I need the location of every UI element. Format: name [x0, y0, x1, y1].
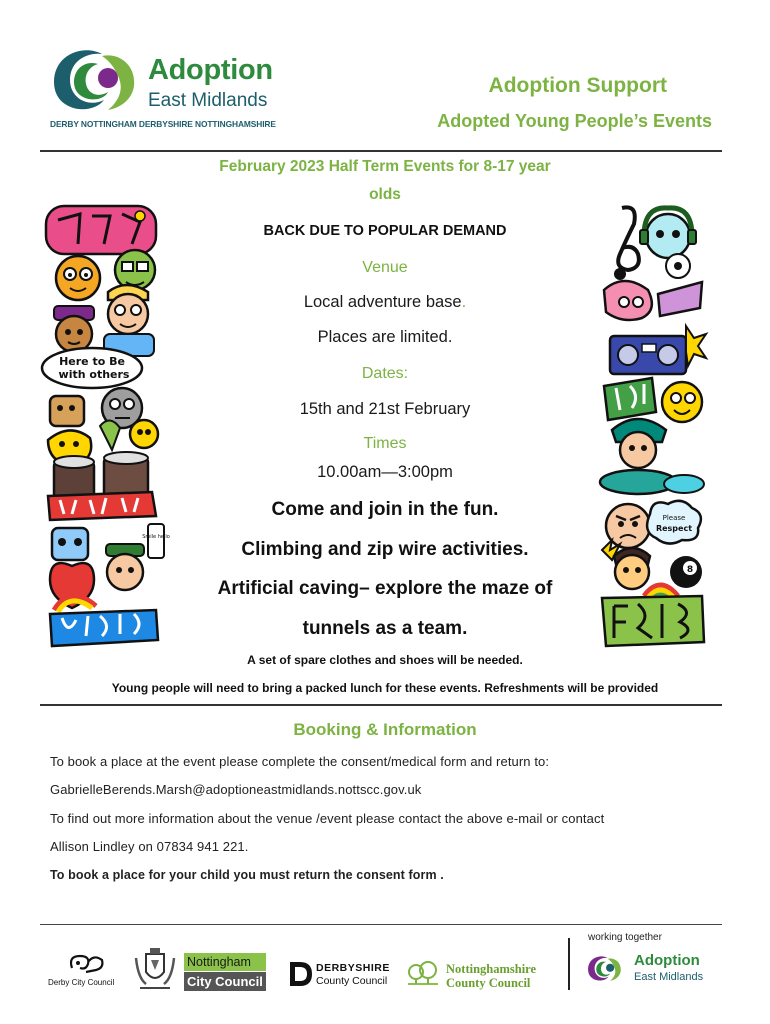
- coat-of-arms-icon: [132, 948, 178, 992]
- footer-divider: [40, 924, 722, 925]
- sherwood-tree-icon: [404, 960, 442, 988]
- footer-logo-word-east-midlands: East Midlands: [634, 971, 704, 983]
- venue-text: [160, 293, 610, 312]
- adoption-east-midlands-logo: [44, 42, 314, 136]
- header-subtitle: Adopted Young People’s Events: [437, 111, 712, 131]
- booking-email-link[interactable]: GabrielleBerends.Marsh@adoptioneastmidlands.nottscc.gov.uk: [50, 782, 422, 797]
- logo-word-east-midlands: East Midlands: [148, 90, 268, 111]
- venue-label: Venue: [362, 259, 408, 276]
- left-graffiti-illustration: [40, 200, 170, 650]
- booking-more-info: To find out more information about the venue /event please contact the above e-mail or contact: [50, 811, 605, 826]
- activity-line-2: Climbing and zip wire activities.: [241, 539, 529, 560]
- packed-lunch-note: Young people will need to bring a packed lunch for these events. Refreshments will be provided: [111, 681, 659, 695]
- left-bubble-text-1: Here to Be: [59, 355, 125, 368]
- activity-line-3: Artificial caving– explore the maze of: [217, 578, 553, 599]
- venue-text-dot: .: [461, 293, 467, 311]
- derby-city-council-logo: [48, 944, 124, 992]
- header-divider: [40, 150, 722, 152]
- logo-councils-strapline: DERBY NOTTINGHAM DERBYSHIRE NOTTINGHAMSHIRE: [50, 119, 276, 129]
- footer-aem-logo: [584, 946, 714, 992]
- working-together-label: working together: [588, 932, 662, 943]
- event-headline-line1: February 2023 Half Term Events for 8-17 year: [219, 158, 551, 175]
- city-council-label: City Council: [184, 972, 266, 991]
- times-text: 10.00am—3:00pm: [317, 463, 453, 481]
- nottinghamshire-label: Nottinghamshire: [446, 962, 537, 976]
- activity-line-1: Come and join in the fun.: [271, 499, 499, 520]
- derbyshire-county-label: County Council: [316, 975, 388, 987]
- times-label: Times: [363, 435, 407, 452]
- places-limited: Places are limited.: [317, 328, 453, 346]
- booking-consent-note: To book a place for your child you must return the consent form .: [50, 868, 444, 882]
- derby-ram-icon: [66, 950, 106, 976]
- booking-divider: [40, 704, 722, 706]
- derbyshire-d-icon: [288, 960, 314, 988]
- dates-text: 15th and 21st February: [299, 400, 471, 418]
- right-sign-text-1: Please: [662, 514, 686, 522]
- right-graffiti-illustration: [598, 198, 708, 650]
- nottingham-city-council-logo: [184, 953, 266, 991]
- logo-word-adoption: Adoption: [148, 54, 273, 86]
- dates-label: Dates:: [361, 365, 409, 382]
- event-headline-line2: olds: [369, 186, 401, 203]
- left-sign-text: Smile hello: [142, 534, 170, 540]
- nottingham-label: Nottingham: [184, 953, 266, 971]
- derbyshire-label: DERBYSHIRE: [316, 962, 390, 974]
- back-by-demand: BACK DUE TO POPULAR DEMAND: [263, 223, 507, 239]
- left-bubble-text-2: with others: [58, 368, 130, 381]
- booking-instructions: To book a place at the event please complete the consent/medical form and return to:: [50, 754, 550, 769]
- booking-contact-phone: Allison Lindley on 07834 941 221.: [50, 839, 249, 854]
- header-title: Adoption Support: [488, 74, 667, 97]
- right-8ball-number: 8: [686, 565, 694, 575]
- notts-county-council-label: County Council: [446, 976, 531, 990]
- derbyshire-county-council-logo: [288, 958, 392, 990]
- footer-logo-swirl-icon: [584, 950, 624, 988]
- spare-clothes-note: A set of spare clothes and shoes will be needed.: [247, 653, 523, 667]
- footer-logo-word-adoption: Adoption: [634, 952, 700, 969]
- nottinghamshire-county-council-logo: [404, 958, 560, 990]
- derby-city-council-label: Derby City Council: [48, 978, 115, 987]
- logo-swirl-icon: [44, 42, 142, 120]
- nottingham-crest-logo: [132, 948, 178, 992]
- venue-text-main: Local adventure base: [303, 293, 462, 311]
- booking-title: Booking & Information: [293, 720, 477, 739]
- footer-separator: [568, 938, 570, 990]
- right-sign-text-2: Respect: [655, 524, 693, 533]
- activity-line-4: tunnels as a team.: [302, 618, 468, 639]
